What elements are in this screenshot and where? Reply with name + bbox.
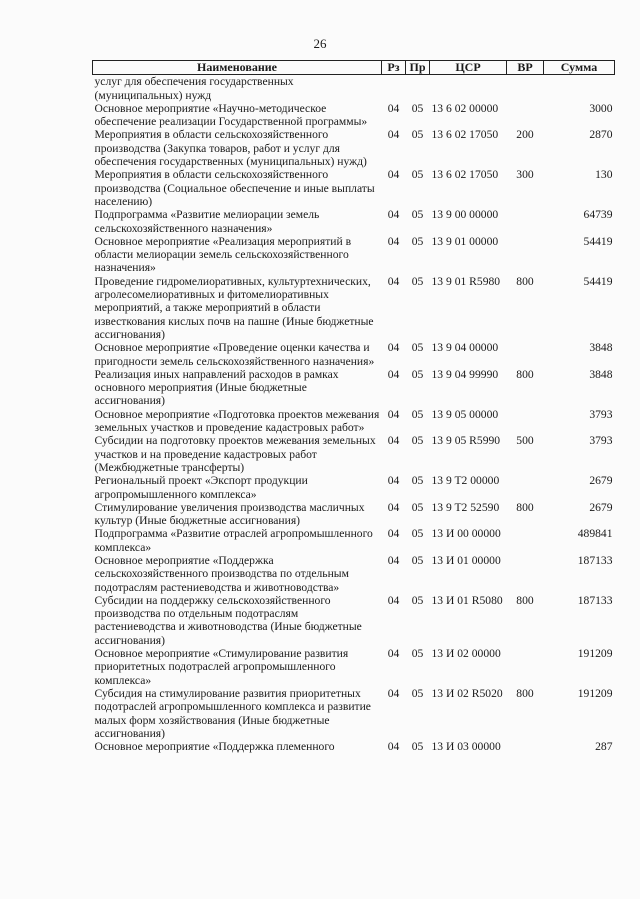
- row-sum: 2870: [589, 128, 613, 142]
- row-sum: [544, 75, 615, 102]
- header-vr: ВР: [507, 61, 544, 75]
- row-csr: 13 9 04 00000: [431, 341, 499, 355]
- row-name: Основное мероприятие «Научно-методическое обеспечение реализации Государственной программы»: [94, 101, 368, 129]
- row-vr: [507, 235, 544, 275]
- row-rz: 04: [387, 274, 400, 288]
- table-header: [93, 61, 615, 75]
- row-rz: 04: [387, 168, 400, 182]
- row-csr: 13 И 00 00000: [431, 527, 501, 541]
- row-name: услуг для обеспечения государственных (муниципальных) нужд: [94, 75, 294, 102]
- row-pr: 05: [411, 740, 424, 754]
- row-vr: 800: [516, 686, 534, 700]
- table-row: [93, 474, 615, 501]
- row-rz: 04: [387, 341, 400, 355]
- row-vr: 800: [516, 274, 534, 288]
- row-pr: 05: [411, 367, 424, 381]
- row-vr: [507, 102, 544, 129]
- row-vr: [507, 740, 544, 753]
- table-row: [93, 368, 615, 408]
- table-row: [93, 275, 615, 341]
- header-csr: ЦСР: [430, 61, 507, 75]
- row-name: Региональный проект «Экспорт продукции агропромышленного комплекса»: [94, 474, 308, 501]
- table-row: [93, 341, 615, 368]
- row-rz: 04: [387, 740, 400, 754]
- row-name: Субсидии на поддержку сельскохозяйственного производства по отдельным подотраслям растениеводства и животноводства (Иные бюджетные ассигнования): [94, 593, 362, 647]
- row-pr: 05: [411, 341, 424, 355]
- row-sum: 54419: [583, 234, 613, 248]
- table-row: [93, 128, 615, 168]
- row-pr: 05: [411, 474, 424, 488]
- row-rz: 04: [387, 593, 400, 607]
- row-name: Подпрограмма «Развитие отраслей агропромышленного комплекса»: [94, 527, 373, 554]
- row-csr: 13 9 04 99990: [431, 367, 499, 381]
- row-pr: 05: [411, 274, 424, 288]
- row-csr: 13 9 05 R5990: [431, 434, 501, 448]
- row-vr: [507, 647, 544, 687]
- row-csr: 13 И 03 00000: [431, 740, 501, 754]
- row-rz: 04: [387, 434, 400, 448]
- header-pr: Пр: [406, 61, 430, 75]
- header-sum: Сумма: [544, 61, 615, 75]
- row-vr: [507, 554, 544, 594]
- row-sum: 187133: [577, 593, 613, 607]
- row-csr: 13 И 02 00000: [431, 647, 501, 661]
- row-vr: 300: [516, 168, 534, 182]
- row-vr: 800: [516, 367, 534, 381]
- row-csr: 13 9 T2 00000: [431, 474, 500, 488]
- row-name: Подпрограмма «Развитие мелиорации земель сельскохозяйственного назначения»: [94, 208, 320, 235]
- table-row: [93, 434, 615, 474]
- row-vr: [507, 474, 544, 501]
- row-sum: 2679: [589, 474, 613, 488]
- table-row: [93, 235, 615, 275]
- row-rz: 04: [387, 101, 400, 115]
- row-sum: 2679: [589, 500, 613, 514]
- row-rz: 04: [387, 474, 400, 488]
- table-row: [93, 501, 615, 528]
- row-pr: [406, 75, 430, 102]
- table-row: [93, 594, 615, 647]
- row-vr: 500: [516, 434, 534, 448]
- row-name: Проведение гидромелиоративных, культуртехнических, агролесомелиоративных и фитомелиоративных мероприятий, а также мероприятий в области известкования кислых почв на пашне (Иные бюджетные ассигнования): [94, 274, 374, 341]
- row-name: Субсидии на подготовку проектов межевания земельных участков и на проведение кадастровых работ (Межбюджетные трансферты): [94, 434, 376, 474]
- row-rz: 04: [387, 647, 400, 661]
- row-pr: 05: [411, 234, 424, 248]
- row-csr: 13 6 02 17050: [431, 128, 499, 142]
- row-pr: 05: [411, 527, 424, 541]
- row-sum: 287: [595, 740, 613, 754]
- row-name: Реализация иных направлений расходов в рамках основного мероприятия (Иные бюджетные ассигнования): [94, 367, 339, 408]
- row-vr: 800: [516, 500, 534, 514]
- row-rz: 04: [387, 686, 400, 700]
- table-row: [93, 75, 615, 102]
- row-rz: 04: [387, 527, 400, 541]
- row-rz: 04: [387, 234, 400, 248]
- row-pr: 05: [411, 500, 424, 514]
- row-sum: 187133: [577, 553, 613, 567]
- header-name: Наименование: [93, 61, 382, 75]
- budget-table: [92, 60, 615, 753]
- row-csr: 13 9 01 R5980: [431, 274, 501, 288]
- row-csr: 13 И 01 00000: [431, 553, 501, 567]
- table-row: [93, 408, 615, 435]
- row-sum: 130: [595, 168, 613, 182]
- row-pr: 05: [411, 647, 424, 661]
- row-csr: [430, 75, 507, 102]
- row-name: Субсидия на стимулирование развития приоритетных подотраслей агропромышленного комплекса и развитие малых форм хозяйствования (Иные бюджетные ассигнования): [94, 686, 371, 740]
- row-sum: 3848: [589, 341, 613, 355]
- row-pr: 05: [411, 407, 424, 421]
- row-vr: [507, 208, 544, 235]
- row-name: Основное мероприятие «Реализация мероприятий в области мелиорации земель сельскохозяйственного назначения»: [94, 234, 352, 275]
- row-vr: [507, 527, 544, 554]
- row-rz: 04: [387, 208, 400, 222]
- row-pr: 05: [411, 553, 424, 567]
- row-pr: 05: [411, 128, 424, 142]
- row-rz: 04: [387, 367, 400, 381]
- row-vr: [507, 341, 544, 368]
- row-pr: 05: [411, 208, 424, 222]
- row-name: Основное мероприятие «Поддержка сельскохозяйственного производства по отдельным подотраслям растениеводства и животноводства»: [94, 553, 349, 594]
- row-name: Стимулирование увеличения производства масличных культур (Иные бюджетные ассигнования): [94, 500, 365, 528]
- header-rz: Рз: [382, 61, 406, 75]
- page-number: 26: [313, 36, 327, 51]
- table-row: [93, 527, 615, 554]
- row-pr: 05: [411, 101, 424, 115]
- table-row: [93, 554, 615, 594]
- row-pr: 05: [411, 168, 424, 182]
- header-row: [93, 61, 615, 75]
- row-sum: 64739: [583, 208, 613, 222]
- row-csr: 13 6 02 00000: [431, 101, 499, 115]
- row-sum: 3793: [589, 407, 613, 421]
- row-rz: [382, 75, 406, 102]
- row-csr: 13 9 00 00000: [431, 208, 499, 222]
- table-row: [93, 647, 615, 687]
- table-row: [93, 740, 615, 753]
- row-rz: 04: [387, 128, 400, 142]
- row-rz: 04: [387, 500, 400, 514]
- row-sum: 3000: [589, 101, 613, 115]
- row-name: Основное мероприятие «Поддержка племенного: [94, 740, 335, 754]
- table-row: [93, 168, 615, 208]
- row-name: Основное мероприятие «Подготовка проектов межевания земельных участков и проведение кадастровых работ»: [94, 407, 380, 435]
- row-csr: 13 И 01 R5080: [431, 593, 503, 607]
- row-vr: 800: [516, 593, 534, 607]
- row-name: Мероприятия в области сельскохозяйственного производства (Закупка товаров, работ и услуг для обеспечения государственных (муниципальных) нужд): [94, 128, 367, 169]
- row-sum: 3848: [589, 367, 613, 381]
- row-pr: 05: [411, 434, 424, 448]
- row-pr: 05: [411, 686, 424, 700]
- row-sum: 191209: [577, 647, 613, 661]
- row-name: Основное мероприятие «Стимулирование развития приоритетных подотраслей агропромышленного комплекса»: [94, 647, 349, 687]
- row-name: Основное мероприятие «Проведение оценки качества и пригодности земель сельскохозяйственного назначения»: [94, 341, 375, 368]
- row-csr: 13 6 02 17050: [431, 168, 499, 182]
- row-csr: 13 9 01 00000: [431, 234, 499, 248]
- table-row: [93, 102, 615, 129]
- table-row: [93, 687, 615, 740]
- row-vr: [507, 408, 544, 435]
- row-csr: 13 9 T2 52590: [431, 500, 500, 514]
- row-name: Мероприятия в области сельскохозяйственного производства (Социальное обеспечение и иные выплаты населению): [94, 168, 375, 208]
- row-sum: 54419: [583, 274, 613, 288]
- row-vr: 200: [516, 128, 534, 142]
- row-pr: 05: [411, 593, 424, 607]
- row-sum: 3793: [589, 434, 613, 448]
- row-sum: 489841: [577, 527, 613, 541]
- row-sum: 191209: [577, 686, 613, 700]
- row-csr: 13 9 05 00000: [431, 407, 499, 421]
- table-body: [93, 75, 615, 754]
- table-row: [93, 208, 615, 235]
- row-csr: 13 И 02 R5020: [431, 686, 503, 700]
- row-rz: 04: [387, 407, 400, 421]
- row-vr: [507, 75, 544, 102]
- row-rz: 04: [387, 553, 400, 567]
